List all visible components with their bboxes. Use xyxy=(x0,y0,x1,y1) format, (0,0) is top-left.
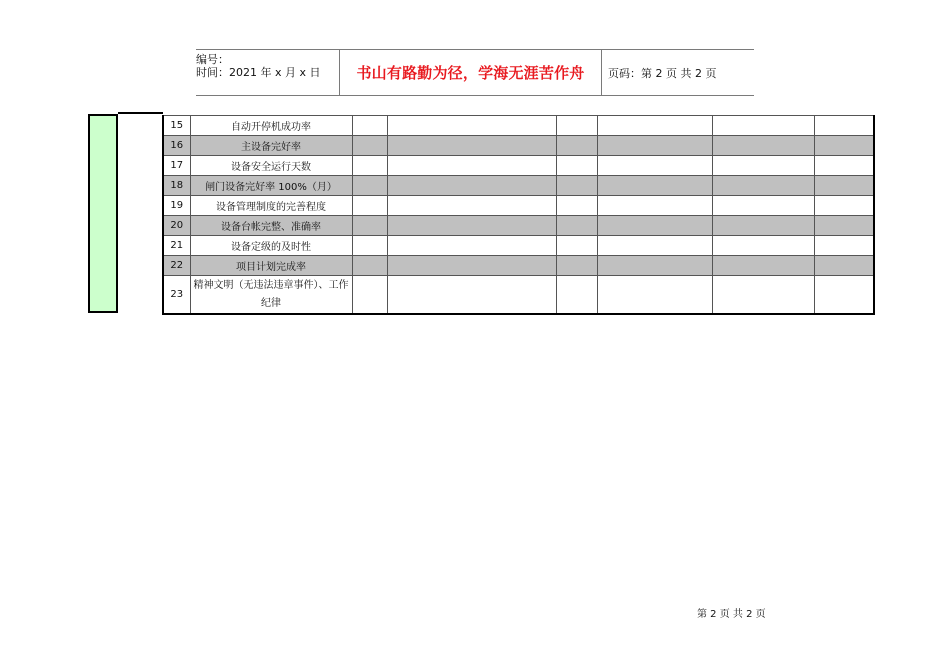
indicator-name: 设备台帐完整、准确率 xyxy=(190,216,352,236)
category-block-blank xyxy=(118,112,163,313)
table-cell xyxy=(712,136,814,156)
row-number: 16 xyxy=(163,136,190,156)
row-number: 21 xyxy=(163,236,190,256)
table-row xyxy=(163,176,874,196)
table-cell xyxy=(712,236,814,256)
table-cell xyxy=(597,176,712,196)
table-row xyxy=(163,116,874,136)
row-number: 17 xyxy=(163,156,190,176)
table-cell xyxy=(814,256,874,276)
document-header xyxy=(196,49,754,96)
table-cell xyxy=(352,196,387,216)
table-cell xyxy=(352,176,387,196)
row-number: 20 xyxy=(163,216,190,236)
table-cell xyxy=(814,196,874,216)
table-cell xyxy=(556,136,597,156)
table-cell xyxy=(712,156,814,176)
table-cell xyxy=(556,256,597,276)
indicator-name: 闸门设备完好率 100%（月） xyxy=(190,176,352,196)
page-footer: 第 2 页 共 2 页 xyxy=(697,609,766,620)
table-cell xyxy=(556,176,597,196)
table-cell xyxy=(556,236,597,256)
table-row xyxy=(163,256,874,276)
table-cell xyxy=(352,276,387,315)
table-cell xyxy=(814,116,874,136)
table-cell xyxy=(352,216,387,236)
table-cell xyxy=(352,136,387,156)
table-cell xyxy=(556,196,597,216)
header-page-cell xyxy=(602,50,754,95)
table-cell xyxy=(597,276,712,315)
table-cell xyxy=(712,196,814,216)
table-cell xyxy=(814,236,874,256)
table-row xyxy=(163,136,874,156)
table-cell xyxy=(814,136,874,156)
table-cell xyxy=(712,276,814,315)
table-row xyxy=(163,276,874,315)
table-cell xyxy=(387,236,556,256)
table-cell xyxy=(556,276,597,315)
document-number-label: 编号： xyxy=(196,53,229,66)
indicator-name: 设备安全运行天数 xyxy=(190,156,352,176)
table-cell xyxy=(597,216,712,236)
table-row xyxy=(163,216,874,236)
document-time-label: 时间：2021 年 x 月 x 日 xyxy=(196,66,321,79)
table-row xyxy=(163,196,874,216)
table-cell xyxy=(597,236,712,256)
table-cell xyxy=(597,156,712,176)
table-cell xyxy=(814,156,874,176)
table-cell xyxy=(387,256,556,276)
table-cell xyxy=(352,236,387,256)
row-number: 15 xyxy=(163,116,190,136)
table-cell xyxy=(352,156,387,176)
table-cell xyxy=(712,176,814,196)
table-cell xyxy=(814,176,874,196)
indicator-name: 设备定级的及时性 xyxy=(190,236,352,256)
indicator-name: 设备管理制度的完善程度 xyxy=(190,196,352,216)
table-cell xyxy=(597,256,712,276)
header-slogan-cell xyxy=(340,50,602,95)
table-cell xyxy=(597,116,712,136)
table-cell xyxy=(387,276,556,315)
indicator-name: 主设备完好率 xyxy=(190,136,352,156)
indicator-table xyxy=(162,115,875,315)
row-number: 18 xyxy=(163,176,190,196)
table-cell xyxy=(387,136,556,156)
row-number: 22 xyxy=(163,256,190,276)
table-cell xyxy=(712,216,814,236)
table-cell xyxy=(387,216,556,236)
indicator-name: 项目计划完成率 xyxy=(190,256,352,276)
header-page-label: 页码：第 2 页 共 2 页 xyxy=(608,66,717,80)
table-cell xyxy=(712,256,814,276)
row-number: 23 xyxy=(163,276,190,315)
table-cell xyxy=(387,176,556,196)
row-number: 19 xyxy=(163,196,190,216)
table-cell xyxy=(814,276,874,315)
indicator-name: 自动开停机成功率 xyxy=(190,116,352,136)
table-cell xyxy=(556,216,597,236)
table-cell xyxy=(352,256,387,276)
table-row xyxy=(163,236,874,256)
indicator-name: 精神文明（无违法违章事件）、工作纪律 xyxy=(190,276,352,315)
table-cell xyxy=(556,156,597,176)
table-cell xyxy=(352,116,387,136)
table-cell xyxy=(387,196,556,216)
header-slogan: 书山有路勤为径，学海无涯苦作舟 xyxy=(356,64,585,82)
table-cell xyxy=(387,116,556,136)
table-cell xyxy=(712,116,814,136)
table-cell xyxy=(387,156,556,176)
header-meta xyxy=(196,50,340,95)
category-block-green xyxy=(88,114,118,313)
table-cell xyxy=(597,136,712,156)
table-cell xyxy=(597,196,712,216)
table-cell xyxy=(814,216,874,236)
table-cell xyxy=(556,116,597,136)
table-row xyxy=(163,156,874,176)
